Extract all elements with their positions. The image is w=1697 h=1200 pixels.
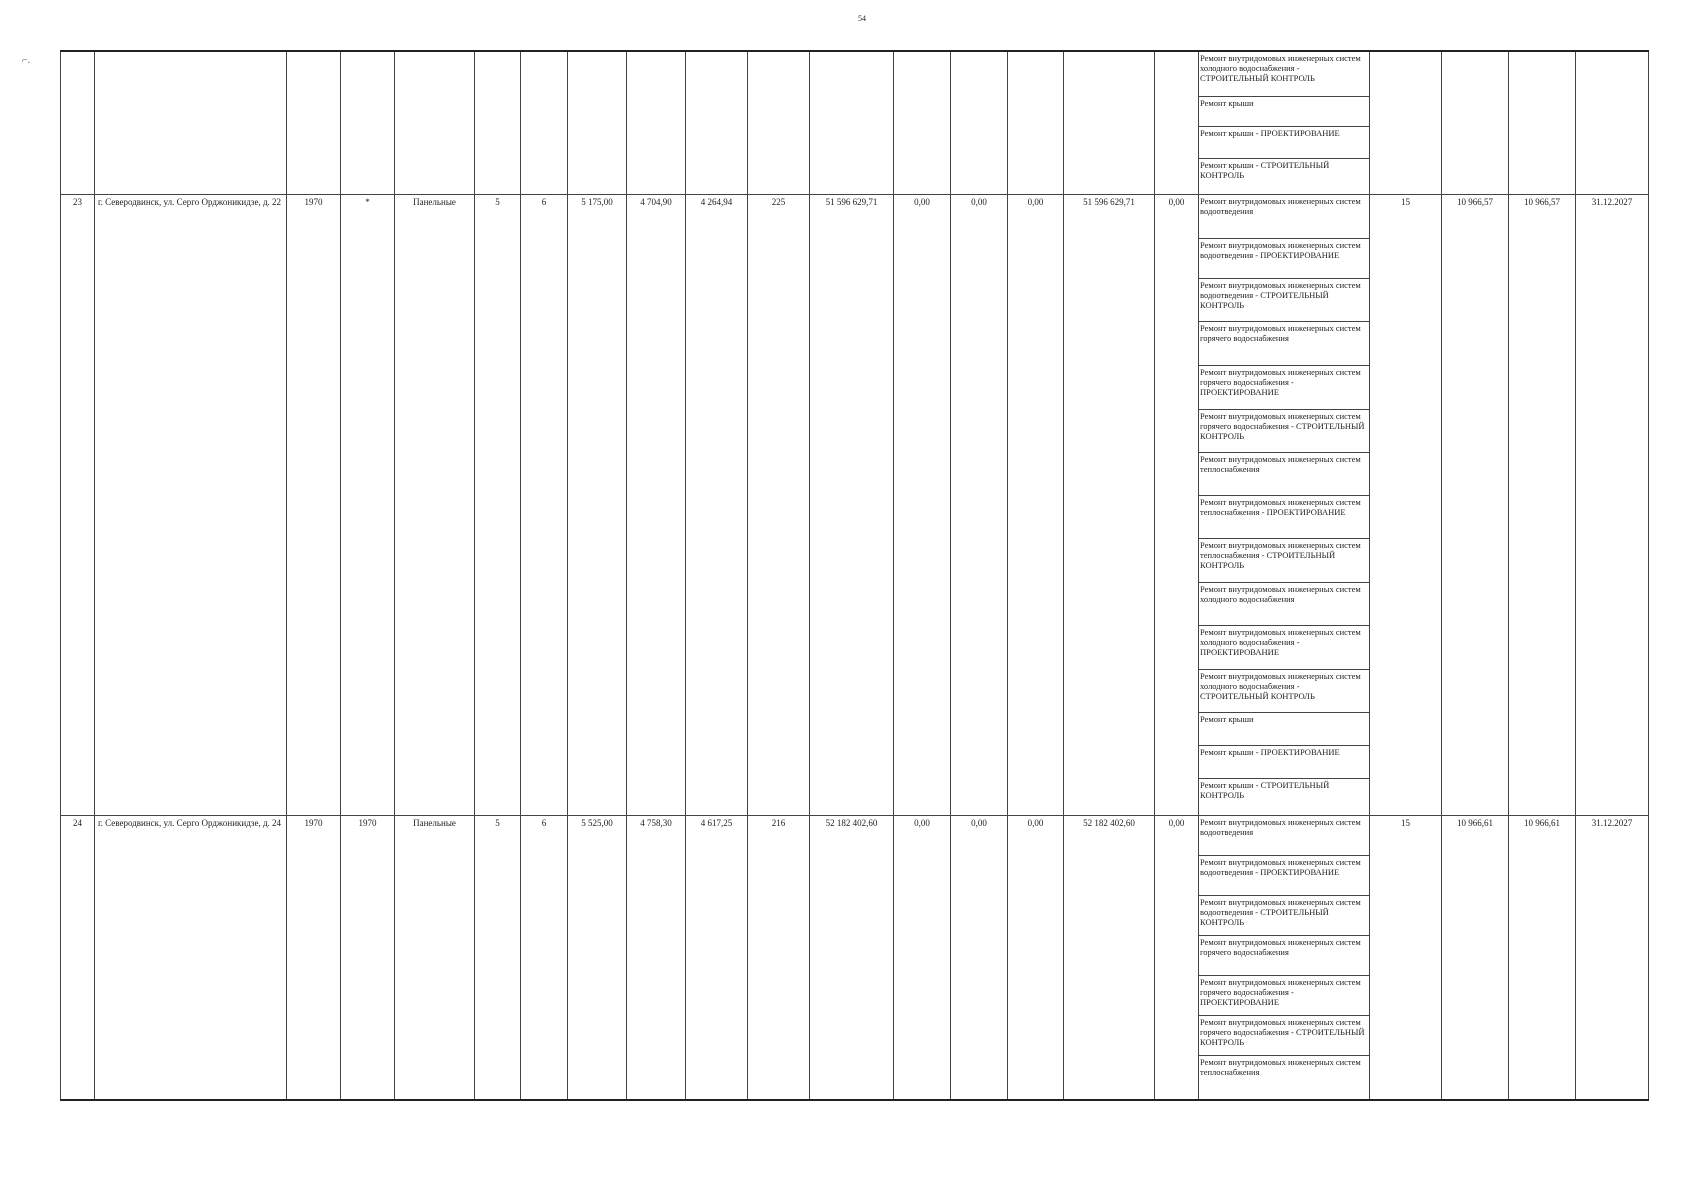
cell-year-built: 1970 — [287, 816, 341, 1100]
cell-residents: 216 — [748, 816, 810, 1100]
cell-fund-regional: 0,00 — [951, 816, 1008, 1100]
cell-fund-other: 0,00 — [1155, 195, 1199, 816]
cell-residents: 225 — [748, 195, 810, 816]
cell-fund-federal: 0,00 — [894, 816, 951, 1100]
work-item: Ремонт крыши — [1199, 712, 1369, 745]
cell-deadline: 31.12.2027 — [1576, 195, 1649, 816]
works-list — [1199, 195, 1370, 816]
work-item: Ремонт внутридомовых инженерных систем горячего водоснабжения - ПРОЕКТИРОВАНИЕ — [1199, 975, 1369, 1015]
cell-residential-area: 4 617,25 — [686, 816, 748, 1100]
table-row — [61, 195, 1649, 816]
work-item: Ремонт внутридомовых инженерных систем горячего водоснабжения — [1199, 321, 1369, 365]
cell-cost-per-sqm: 10 966,57 — [1442, 195, 1509, 816]
work-item: Ремонт внутридомовых инженерных систем холодного водоснабжения - СТРОИТЕЛЬНЫЙ КОНТРОЛЬ — [1199, 52, 1369, 96]
cell-fund-owners: 52 182 402,60 — [1064, 816, 1155, 1100]
work-item: Ремонт внутридомовых инженерных систем холодного водоснабжения - ПРОЕКТИРОВАНИЕ — [1199, 625, 1369, 669]
cell-fund-federal: 0,00 — [894, 195, 951, 816]
cell-floors: 5 — [475, 195, 521, 816]
cell-address: г. Северодвинск, ул. Серго Орджоникидзе, д. 24 — [95, 816, 287, 1100]
cell-fund-owners: 51 596 629,71 — [1064, 195, 1155, 816]
cell-fund-regional: 0,00 — [951, 195, 1008, 816]
cell-total-area: 5 175,00 — [568, 195, 627, 816]
cell-floors: 5 — [475, 816, 521, 1100]
cell-cost-per-sqm: 10 966,61 — [1442, 816, 1509, 1100]
cell-total-cost: 52 182 402,60 — [810, 816, 894, 1100]
page-number: 54 — [858, 14, 866, 23]
work-item: Ремонт крыши - ПРОЕКТИРОВАНИЕ — [1199, 126, 1369, 158]
cell-wall-material: Панельные — [395, 816, 475, 1100]
work-item: Ремонт внутридомовых инженерных систем горячего водоснабжения - СТРОИТЕЛЬНЫЙ КОНТРОЛЬ — [1199, 1015, 1369, 1055]
cell-living-area: 4 758,30 — [627, 816, 686, 1100]
work-item: Ремонт внутридомовых инженерных систем холодного водоснабжения - СТРОИТЕЛЬНЫЙ КОНТРОЛЬ — [1199, 669, 1369, 712]
cell-residential-area: 4 264,94 — [686, 195, 748, 816]
work-item: Ремонт крыши - ПРОЕКТИРОВАНИЕ — [1199, 745, 1369, 778]
cell-num: 23 — [61, 195, 95, 816]
cell-num: 24 — [61, 816, 95, 1100]
work-item: Ремонт внутридомовых инженерных систем водоотведения — [1199, 816, 1369, 855]
cell-work-count: 15 — [1370, 195, 1442, 816]
repair-register-table — [60, 50, 1649, 1101]
cell-living-area: 4 704,90 — [627, 195, 686, 816]
cell-max-cost-per-sqm: 10 966,61 — [1509, 816, 1576, 1100]
cell-address — [95, 51, 287, 195]
cell-address: г. Северодвинск, ул. Серго Орджоникидзе, д. 22 — [95, 195, 287, 816]
cell-year-reconstructed: 1970 — [341, 816, 395, 1100]
table-row — [61, 816, 1649, 1100]
work-item: Ремонт внутридомовых инженерных систем теплоснабжения - СТРОИТЕЛЬНЫЙ КОНТРОЛЬ — [1199, 538, 1369, 582]
work-item: Ремонт внутридомовых инженерных систем водоотведения - ПРОЕКТИРОВАНИЕ — [1199, 855, 1369, 895]
cell-year-reconstructed: * — [341, 195, 395, 816]
works-list — [1199, 816, 1370, 1100]
work-item: Ремонт внутридомовых инженерных систем водоотведения — [1199, 195, 1369, 238]
cell-entrances: 6 — [521, 195, 568, 816]
cell-max-cost-per-sqm: 10 966,57 — [1509, 195, 1576, 816]
works-list — [1199, 51, 1370, 195]
cell-total-cost: 51 596 629,71 — [810, 195, 894, 816]
continuation-row — [61, 51, 1649, 195]
work-item: Ремонт крыши - СТРОИТЕЛЬНЫЙ КОНТРОЛЬ — [1200, 159, 1330, 180]
work-item: Ремонт внутридомовых инженерных систем водоотведения - СТРОИТЕЛЬНЫЙ КОНТРОЛЬ — [1199, 278, 1369, 321]
cell-work-count: 15 — [1370, 816, 1442, 1100]
work-item: Ремонт крыши - СТРОИТЕЛЬНЫЙ КОНТРОЛЬ — [1200, 779, 1330, 800]
work-item: Ремонт внутридомовых инженерных систем горячего водоснабжения - СТРОИТЕЛЬНЫЙ КОНТРОЛЬ — [1199, 409, 1369, 452]
cell-num — [61, 51, 95, 195]
work-item: Ремонт внутридомовых инженерных систем теплоснабжения — [1199, 452, 1369, 495]
cell-year-built: 1970 — [287, 195, 341, 816]
cell-deadline: 31.12.2027 — [1576, 816, 1649, 1100]
work-item: Ремонт крыши — [1199, 96, 1369, 126]
scan-mark: ⌐. — [22, 55, 31, 66]
work-item: Ремонт внутридомовых инженерных систем горячего водоснабжения — [1199, 935, 1369, 975]
work-item: Ремонт внутридомовых инженерных систем водоотведения - ПРОЕКТИРОВАНИЕ — [1199, 238, 1369, 278]
cell-wall-material: Панельные — [395, 195, 475, 816]
cell-fund-local: 0,00 — [1008, 816, 1064, 1100]
cell-fund-other: 0,00 — [1155, 816, 1199, 1100]
cell-total-area: 5 525,00 — [568, 816, 627, 1100]
work-item: Ремонт внутридомовых инженерных систем теплоснабжения - ПРОЕКТИРОВАНИЕ — [1199, 495, 1369, 538]
work-item: Ремонт внутридомовых инженерных систем горячего водоснабжения - ПРОЕКТИРОВАНИЕ — [1199, 365, 1369, 409]
cell-entrances: 6 — [521, 816, 568, 1100]
work-item: Ремонт внутридомовых инженерных систем водоотведения - СТРОИТЕЛЬНЫЙ КОНТРОЛЬ — [1199, 895, 1369, 935]
work-item: Ремонт внутридомовых инженерных систем теплоснабжения — [1200, 1056, 1361, 1077]
cell-fund-local: 0,00 — [1008, 195, 1064, 816]
work-item: Ремонт внутридомовых инженерных систем холодного водоснабжения — [1199, 582, 1369, 625]
